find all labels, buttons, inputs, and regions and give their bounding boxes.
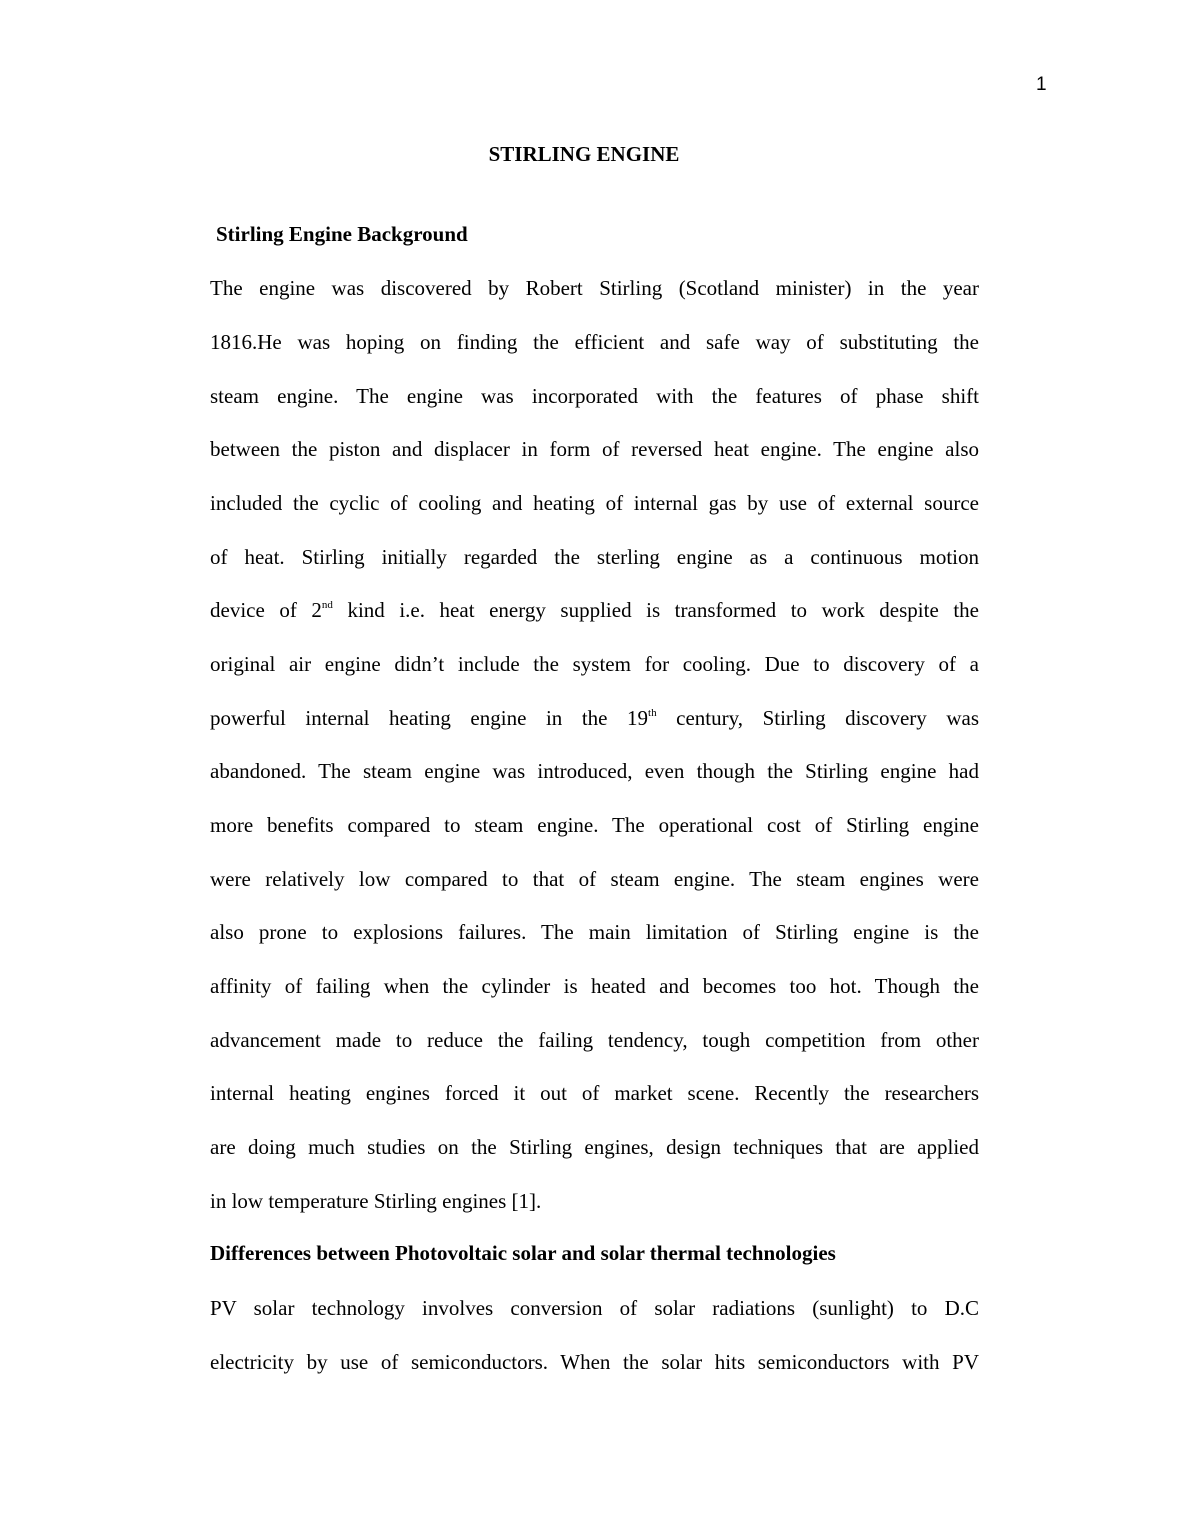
- line-text: century, Stirling discovery was: [656, 706, 979, 730]
- paragraph-line: of heat. Stirling initially regarded the sterling engine as a continuous motion: [210, 545, 979, 569]
- paragraph-line: steam engine. The engine was incorporated with the features of phase shift: [210, 384, 979, 408]
- line-text: kind i.e. heat energy supplied is transformed to work despite the: [332, 598, 979, 622]
- paragraph-line: in low temperature Stirling engines [1].: [210, 1189, 542, 1213]
- paragraph-line: are doing much studies on the Stirling engines, design techniques that are applied: [210, 1135, 979, 1159]
- paragraph-line: were relatively low compared to that of steam engine. The steam engines were: [210, 867, 979, 891]
- paragraph-line: between the piston and displacer in form of reversed heat engine. The engine also: [210, 437, 979, 461]
- paragraph-line: original air engine didn’t include the system for cooling. Due to discovery of a: [210, 652, 979, 676]
- line-text: device of 2: [210, 598, 322, 622]
- paragraph-line: abandoned. The steam engine was introduced, even though the Stirling engine had: [210, 759, 979, 783]
- paragraph-line: also prone to explosions failures. The main limitation of Stirling engine is the: [210, 920, 979, 944]
- paragraph-line: [210, 597, 979, 623]
- paragraph-line: included the cyclic of cooling and heating of internal gas by use of external source: [210, 491, 979, 515]
- paragraph-line: more benefits compared to steam engine. The operational cost of Stirling engine: [210, 813, 979, 837]
- document-title: STIRLING ENGINE: [488, 142, 680, 166]
- superscript: th: [648, 707, 657, 719]
- paragraph-line: 1816.He was hoping on finding the efficient and safe way of substituting the: [210, 330, 979, 354]
- paragraph-line: [210, 705, 979, 731]
- superscript: nd: [321, 599, 333, 611]
- paragraph-line: electricity by use of semiconductors. When the solar hits semiconductors with PV: [210, 1350, 979, 1374]
- page-number: 1: [1036, 74, 1047, 95]
- paragraph-line: PV solar technology involves conversion of solar radiations (sunlight) to D.C: [210, 1296, 979, 1320]
- paragraph-line: advancement made to reduce the failing tendency, tough competition from other: [210, 1028, 979, 1052]
- section-heading-differences: Differences between Photovoltaic solar and solar thermal technologies: [210, 1241, 836, 1265]
- line-text: powerful internal heating engine in the 19: [210, 706, 649, 730]
- paragraph-line: affinity of failing when the cylinder is heated and becomes too hot. Though the: [210, 974, 979, 998]
- section-heading-background: Stirling Engine Background: [216, 222, 468, 246]
- paragraph-line: internal heating engines forced it out of market scene. Recently the researchers: [210, 1081, 979, 1105]
- paragraph-line: The engine was discovered by Robert Stirling (Scotland minister) in the year: [210, 276, 979, 300]
